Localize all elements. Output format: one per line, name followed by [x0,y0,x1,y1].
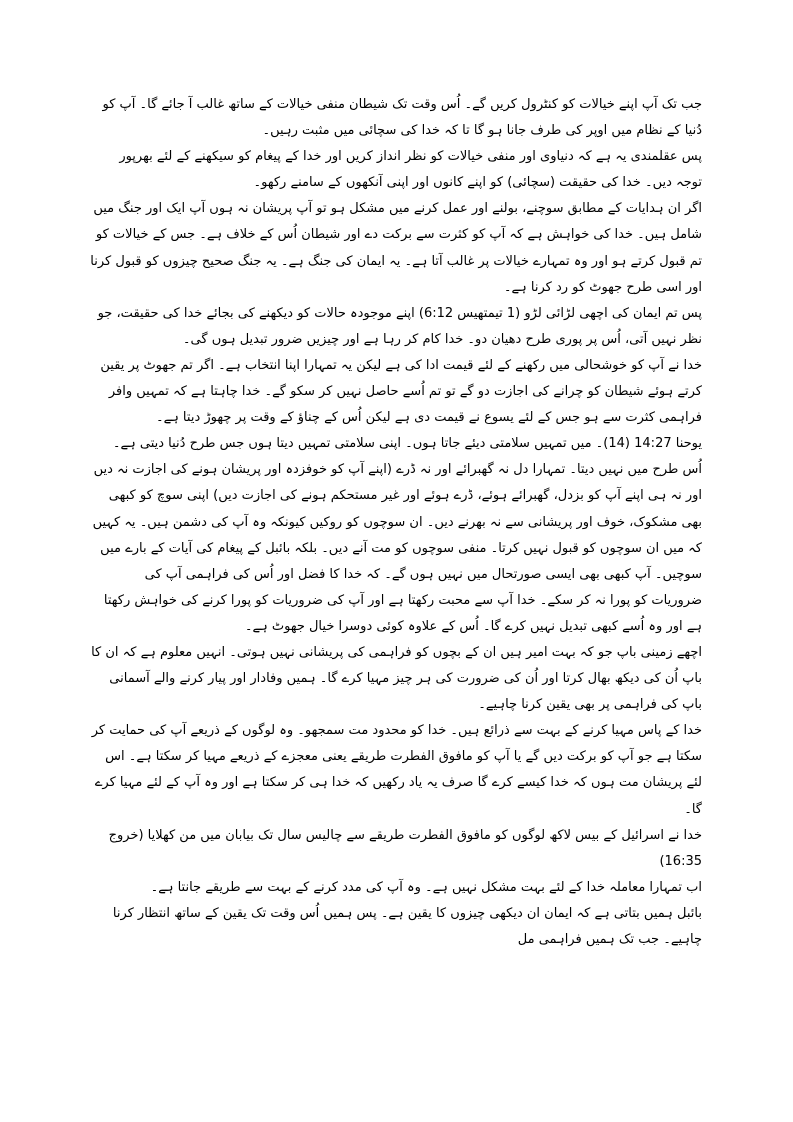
paragraph: خدا نے آپ کو خوشحالی میں رکھنے کے لئے قیمت ادا کی ہے لیکن یہ تمہارا اپنا انتخاب ہے۔ اگر تم جھوٹ پر یقین کرتے ہوئے شیطان کو چرانے کی اجازت دو گے تو تم اُسے حاصل نہیں کر سکو گے۔ خدا چاہتا ہے کہ تمہیں وافر فراہمی کثرت سے ہو جس کے لئے یسوع نے قیمت دی ہے لیکن اُس کے چناؤ کے وقت پر چھوڑ دیتا ہے۔ [100,357,702,426]
paragraph: اگر ان ہدایات کے مطابق سوچنے، بولنے اور عمل کرنے میں مشکل ہو تو آپ پریشان نہ ہوں آپ ایک اور جنگ میں شامل ہیں۔ خدا کی خواہش ہے کہ آپ کو کثرت سے برکت دے اور شیطان اُس کے خلاف ہے۔ جس کے خیالات کو تم قبول کرتے ہو اور وہ تمہارے خیالات پر غالب آتا ہے۔ یہ ایمان کی جنگ ہے۔ یہ جنگ صحیح چیزوں کو قبول کرنا اور اسی طرح جھوٹ کو رد کرنا ہے۔ [90,201,702,295]
paragraph: بائبل ہمیں بتاتی ہے کہ ایمان ان دیکھی چیزوں کا یقین ہے۔ پس ہمیں اُس وقت تک یقین کے ساتھ انتظار کرنا چاہیے۔ جب تک ہمیں فراہمی مل [112,905,702,947]
paragraph: اچھے زمینی باپ جو کہ بہت امیر ہیں ان کے بچوں کو فراہمی کی پریشانی نہیں ہوتی۔ انہیں معلوم ہے کہ ان کا باپ اُن کی دیکھ بھال کرتا اور اُن کی ضرورت کی ہر چیز مہیا کرے گا۔ ہمیں وفادار اور پیار کرنے والے آسمانی باپ کی فراہمی پر بھی یقین کرنا چاہیے۔ [91,644,702,713]
paragraph: خدا نے اسرائیل کے بیس لاکھ لوگوں کو مافوق الفطرت طریقے سے چالیس سال تک بیابان میں من کھلایا (خروج 16:35) [108,827,702,869]
paragraph: اب تمہارا معاملہ خدا کے لئے بہت مشکل نہیں ہے۔ وہ آپ کی مدد کرنے کے بہت سے طریقے جانتا ہے۔ [150,879,702,895]
paragraph: یوحنا 14:27 (14)۔ میں تمہیں سلامتی دیئے جاتا ہوں۔ اپنی سلامتی تمہیں دیتا ہوں جس طرح دُنیا دیتی ہے۔ اُس طرح میں نہیں دیتا۔ تمہارا دل نہ گھبرائے اور نہ ڈرے (اپنے آپ کو خوفزدہ اور پریشان ہونے کی اجازت نہ دیں اور نہ ہی اپنے آپ کو بزدل، گھبرائے ہوئے، ڈرے ہوئے اور غیر مستحکم ہونے کی اجازت دیں) اپنی سوچ کو کبھی بھی مشکوک، خوف اور پریشانی سے نہ بھرنے دیں۔ ان سوچوں کو روکیں کیونکہ وہ آپ کی دشمن ہیں۔ یہ کہیں کہ میں ان سوچوں کو قبول نہیں کرتا۔ منفی سوچوں کو مت آنے دیں۔ بلکہ بائبل کے پیغام کی آیات کے بارے میں سوچیں۔ آپ کبھی بھی ایسی صورتحال میں نہیں ہوں گے۔ کہ خدا کا فضل اور اُس کی فراہمی آپ کی ضروریات کو پورا نہ کر سکے۔ خدا آپ سے محبت رکھتا ہے اور آپ کی ضروریات کو پورا کرنے کی خواہش رکھتا ہے اور وہ اُسے کبھی تبدیل نہیں کرے گا۔ اُس کے علاوہ کوئی دوسرا خیال جھوٹ ہے۔ [92,436,702,634]
paragraph: پس عقلمندی یہ ہے کہ دنیاوی اور منفی خیالات کو نظر انداز کریں اور خدا کے پیغام کو سیکھنے کے لئے بھرپور توجہ دیں۔ خدا کی حقیقت (سچائی) کو اپنے کانوں اور اپنی آنکھوں کے سامنے رکھو۔ [119,149,702,191]
document-body [90,92,702,953]
paragraph: خدا کے پاس مہیا کرنے کے بہت سے ذرائع ہیں۔ خدا کو محدود مت سمجھو۔ وہ لوگوں کے ذریعے آپ کی حمایت کر سکتا ہے جو آپ کو برکت دیں گے یا آپ کو مافوق الفطرت طریقے یعنی معجزے کے ذریعے مہیا کر سکتا ہے۔ اس لئے پریشان مت ہوں کہ خدا کیسے کرے گا صرف یہ یاد رکھیں کہ خدا ہی کر سکتا ہے اور وہ آپ کے لئے مہیا کرے گا۔ [91,723,702,817]
paragraph: پس تم ایمان کی اچھی لڑائی لڑو (1 تیمتھیس 6:12) اپنے موجودہ حالات کو دیکھنے کی بجائے خدا کی حقیقت، جو نظر نہیں آتی، اُس پر پوری طرح دھیان دو۔ خدا کام کر رہا ہے اور چیزیں ضرور تبدیل ہوں گی۔ [97,305,702,347]
paragraph: جب تک آپ اپنے خیالات کو کنٹرول کریں گے۔ اُس وقت تک شیطان منفی خیالات کے ساتھ غالب آ جائے گا۔ آپ کو دُنیا کے نظام میں اوپر کی طرف جانا ہو گا تا کہ خدا کی سچائی میں مثبت رہیں۔ [102,97,702,139]
